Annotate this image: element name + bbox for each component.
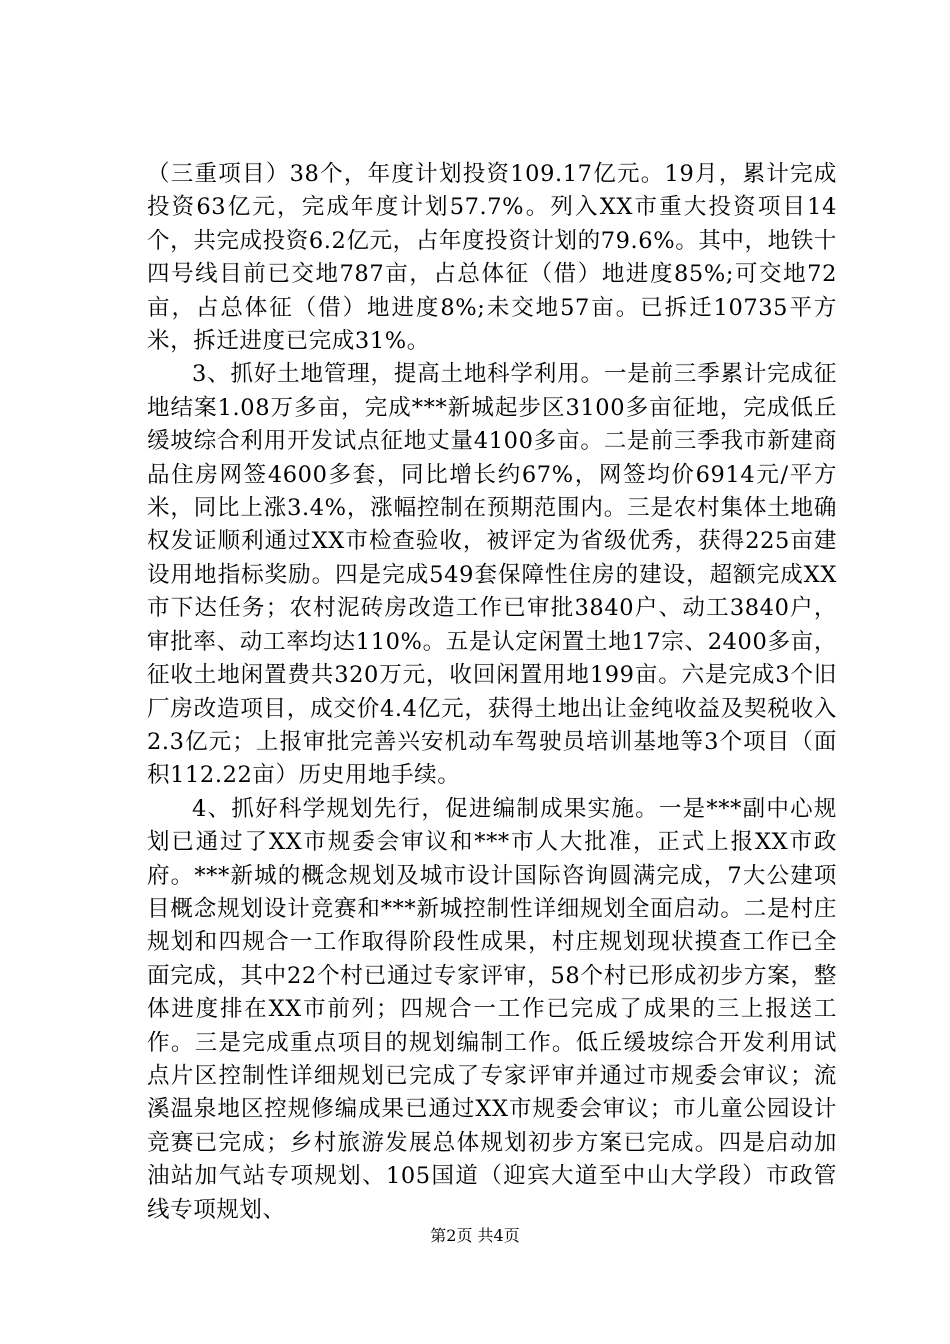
paragraph-planning: 4、抓好科学规划先行，促进编制成果实施。一是***副中心规划已通过了XX市规委会审议和***市人大批准，正式上报XX市政府。***新城的概念规划及城市设计国际咨询圆满完成，7大公建项目概念规划设计竞赛和***新城控制性详细规划全面启动。二是村庄规划和四规合一工作取得阶段性成果，村庄规划现状摸查工作已全面完成，其中22个村已通过专家评审，58个村已形成初步方案，整体进度排在XX市前列；四规合一工作已完成了成果的三上报送工作。三是完成重点项目的规划编制工作。低丘缓坡综合开发利用试点片区控制性详细规划已完成了专家评审并通过市规委会审议；流溪温泉地区控规修编成果已通过XX市规委会审议；市儿童公园设计竞赛已完成；乡村旅游发展总体规划初步方案已完成。四是启动加油站加气站专项规划、105国道（迎宾大道至中山大学段）市政管线专项规划、 [147, 795, 837, 1223]
document-body [147, 158, 837, 1227]
page-number-footer: 第2页 共4页 [430, 1226, 520, 1245]
paragraph-investment-progress: （三重项目）38个，年度计划投资109.17亿元。19月，累计完成投资63亿元，完成年度计划57.7%。列入XX市重大投资项目14个，共完成投资6.2亿元，占年度投资计划的79.6%。其中，地铁十四号线目前已交地787亩，占总体征（借）地进度85%;可交地72亩，占总体征（借）地进度8%;未交地57亩。已拆迁10735平方米，拆迁进度已完成31%。 [147, 161, 837, 355]
paragraph-land-management: 3、抓好土地管理，提高土地科学利用。一是前三季累计完成征地结案1.08万多亩，完成***新城起步区3100多亩征地，完成低丘缓坡综合利用开发试点征地丈量4100多亩。二是前三季我市新建商品住房网签4600多套，同比增长约67%，网签均价6914元/平方米，同比上涨3.4%，涨幅控制在预期范围内。三是农村集体土地确权发证顺利通过XX市检查验收，被评定为省级优秀，获得225亩建设用地指标奖励。四是完成549套保障性住房的建设，超额完成XX市下达任务；农村泥砖房改造工作已审批3840户、动工3840户，审批率、动工率均达110%。五是认定闲置土地17宗、2400多亩，征收土地闲置费共320万元，收回闲置用地199亩。六是完成3个旧厂房改造项目，成交价4.4亿元，获得土地出让金纯收益及契税收入2.3亿元；上报审批完善兴安机动车驾驶员培训基地等3个项目（面积112.22亩）历史用地手续。 [147, 361, 837, 789]
